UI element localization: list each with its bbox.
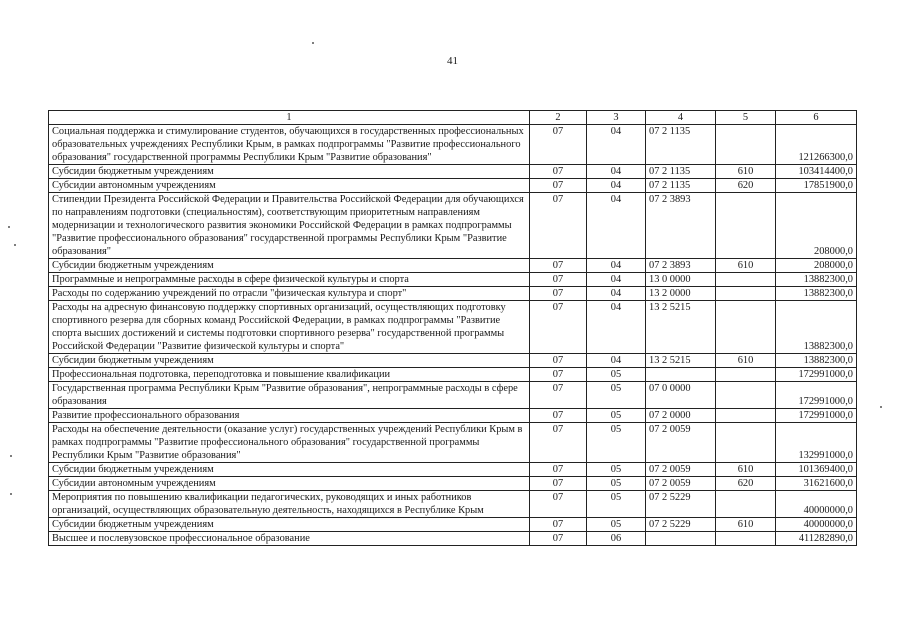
row-expense-type bbox=[716, 368, 776, 382]
row-expense-type: 610 bbox=[716, 165, 776, 179]
row-name: Расходы на обеспечение деятельности (оказание услуг) государственных учреждений Республики Крым в рамках подпрограммы "Развитие профессионального образования" государственной программы Республики Крым "Развитие образования" bbox=[49, 423, 530, 463]
row-name: Субсидии автономным учреждениям bbox=[49, 179, 530, 193]
row-amount: 172991000,0 bbox=[776, 382, 857, 409]
row-expense-type: 620 bbox=[716, 179, 776, 193]
row-name: Государственная программа Республики Крым "Развитие образования", непрограммные расходы в сфере образования bbox=[49, 382, 530, 409]
row-expense-type: 610 bbox=[716, 463, 776, 477]
row-subsection: 05 bbox=[587, 518, 646, 532]
table-row bbox=[49, 193, 857, 259]
row-subsection: 04 bbox=[587, 273, 646, 287]
row-expense-type bbox=[716, 125, 776, 165]
row-amount: 17851900,0 bbox=[776, 179, 857, 193]
row-subsection: 05 bbox=[587, 463, 646, 477]
row-expense-type bbox=[716, 491, 776, 518]
row-name: Субсидии бюджетным учреждениям bbox=[49, 354, 530, 368]
row-subsection: 04 bbox=[587, 259, 646, 273]
row-amount: 31621600,0 bbox=[776, 477, 857, 491]
row-subsection: 04 bbox=[587, 287, 646, 301]
table-row bbox=[49, 273, 857, 287]
row-amount: 13882300,0 bbox=[776, 354, 857, 368]
scan-speck bbox=[880, 406, 882, 408]
row-section: 07 bbox=[530, 382, 587, 409]
budget-table bbox=[48, 110, 857, 546]
row-target-code: 13 0 0000 bbox=[646, 273, 716, 287]
row-target-code: 07 2 1135 bbox=[646, 125, 716, 165]
row-expense-type: 610 bbox=[716, 354, 776, 368]
column-header: 6 bbox=[776, 111, 857, 125]
row-name: Субсидии бюджетным учреждениям bbox=[49, 518, 530, 532]
table-row bbox=[49, 532, 857, 546]
row-section: 07 bbox=[530, 491, 587, 518]
row-subsection: 04 bbox=[587, 301, 646, 354]
row-target-code: 07 2 1135 bbox=[646, 179, 716, 193]
row-section: 07 bbox=[530, 463, 587, 477]
table-row bbox=[49, 287, 857, 301]
table-row bbox=[49, 409, 857, 423]
row-expense-type: 610 bbox=[716, 259, 776, 273]
row-subsection: 04 bbox=[587, 125, 646, 165]
table-row bbox=[49, 179, 857, 193]
column-header: 1 bbox=[49, 111, 530, 125]
row-amount: 40000000,0 bbox=[776, 491, 857, 518]
table-row bbox=[49, 165, 857, 179]
row-section: 07 bbox=[530, 179, 587, 193]
row-amount: 40000000,0 bbox=[776, 518, 857, 532]
scan-speck bbox=[8, 226, 10, 228]
row-target-code: 13 2 5215 bbox=[646, 354, 716, 368]
row-subsection: 04 bbox=[587, 165, 646, 179]
row-section: 07 bbox=[530, 518, 587, 532]
row-amount: 132991000,0 bbox=[776, 423, 857, 463]
row-subsection: 04 bbox=[587, 179, 646, 193]
column-header: 4 bbox=[646, 111, 716, 125]
row-amount: 103414400,0 bbox=[776, 165, 857, 179]
row-target-code: 07 2 0000 bbox=[646, 409, 716, 423]
row-section: 07 bbox=[530, 423, 587, 463]
row-name: Расходы по содержанию учреждений по отрасли "физическая культура и спорт" bbox=[49, 287, 530, 301]
row-expense-type bbox=[716, 532, 776, 546]
table-row bbox=[49, 368, 857, 382]
row-section: 07 bbox=[530, 301, 587, 354]
row-expense-type bbox=[716, 423, 776, 463]
row-expense-type bbox=[716, 193, 776, 259]
row-section: 07 bbox=[530, 125, 587, 165]
row-name: Субсидии бюджетным учреждениям bbox=[49, 165, 530, 179]
row-amount: 101369400,0 bbox=[776, 463, 857, 477]
row-amount: 172991000,0 bbox=[776, 409, 857, 423]
row-section: 07 bbox=[530, 477, 587, 491]
row-name: Профессиональная подготовка, переподготовка и повышение квалификации bbox=[49, 368, 530, 382]
row-name: Субсидии бюджетным учреждениям bbox=[49, 463, 530, 477]
row-amount: 13882300,0 bbox=[776, 273, 857, 287]
row-name: Расходы на адресную финансовую поддержку спортивных организаций, осуществляющих подготовку спортивного резерва для сборных команд Российской Федерации, в рамках подпрограммы "Развитие спорта высших достижений и системы подготовки спортивного резерва" государственной программы Российской Федерации "Развитие физической культуры и спорта" bbox=[49, 301, 530, 354]
row-target-code: 07 2 0059 bbox=[646, 423, 716, 463]
table-row bbox=[49, 259, 857, 273]
row-name: Развитие профессионального образования bbox=[49, 409, 530, 423]
table-row bbox=[49, 491, 857, 518]
row-subsection: 05 bbox=[587, 477, 646, 491]
row-name: Социальная поддержка и стимулирование студентов, обучающихся в государственных профессиональных образовательных учреждениях Республики Крым, в рамках подпрограммы "Развитие профессионального образования" государственной программы Республики Крым "Развитие образования" bbox=[49, 125, 530, 165]
row-amount: 208000,0 bbox=[776, 193, 857, 259]
row-subsection: 05 bbox=[587, 382, 646, 409]
row-section: 07 bbox=[530, 193, 587, 259]
row-section: 07 bbox=[530, 287, 587, 301]
page-number: 41 bbox=[447, 55, 458, 67]
table-row bbox=[49, 382, 857, 409]
row-target-code: 07 2 0059 bbox=[646, 477, 716, 491]
row-target-code: 07 0 0000 bbox=[646, 382, 716, 409]
row-target-code: 13 2 5215 bbox=[646, 301, 716, 354]
row-expense-type bbox=[716, 301, 776, 354]
row-name: Мероприятия по повышению квалификации педагогических, руководящих и иных работников организаций, осуществляющих образовательную деятельность, находящихся в Республике Крым bbox=[49, 491, 530, 518]
row-subsection: 05 bbox=[587, 409, 646, 423]
row-section: 07 bbox=[530, 354, 587, 368]
row-expense-type bbox=[716, 382, 776, 409]
column-header: 5 bbox=[716, 111, 776, 125]
row-section: 07 bbox=[530, 259, 587, 273]
row-subsection: 05 bbox=[587, 368, 646, 382]
row-target-code: 07 2 3893 bbox=[646, 193, 716, 259]
row-name: Стипендии Президента Российской Федерации и Правительства Российской Федерации для обучающихся по направлениям подготовки (специальностям), соответствующим приоритетным направлениям модернизации и технологического развития экономики Российской Федерации в рамках подпрограммы "Развитие профессионального образования" государственной программы Республики Крым "Развитие образования" bbox=[49, 193, 530, 259]
row-amount: 13882300,0 bbox=[776, 287, 857, 301]
row-name: Субсидии бюджетным учреждениям bbox=[49, 259, 530, 273]
table-row bbox=[49, 518, 857, 532]
table-row bbox=[49, 477, 857, 491]
column-header: 2 bbox=[530, 111, 587, 125]
column-header: 3 bbox=[587, 111, 646, 125]
row-section: 07 bbox=[530, 409, 587, 423]
row-subsection: 04 bbox=[587, 354, 646, 368]
row-target-code bbox=[646, 368, 716, 382]
row-expense-type bbox=[716, 273, 776, 287]
row-subsection: 05 bbox=[587, 491, 646, 518]
table-row bbox=[49, 301, 857, 354]
row-target-code: 13 2 0000 bbox=[646, 287, 716, 301]
row-amount: 13882300,0 bbox=[776, 301, 857, 354]
row-name: Субсидии автономным учреждениям bbox=[49, 477, 530, 491]
row-name: Высшее и послевузовское профессиональное образование bbox=[49, 532, 530, 546]
row-expense-type: 610 bbox=[716, 518, 776, 532]
row-amount: 121266300,0 bbox=[776, 125, 857, 165]
scan-speck bbox=[10, 493, 12, 495]
row-subsection: 06 bbox=[587, 532, 646, 546]
row-target-code bbox=[646, 532, 716, 546]
table-row bbox=[49, 354, 857, 368]
scan-speck bbox=[14, 244, 16, 246]
table-row bbox=[49, 423, 857, 463]
row-section: 07 bbox=[530, 368, 587, 382]
scan-speck bbox=[312, 42, 314, 44]
table-row bbox=[49, 463, 857, 477]
row-expense-type bbox=[716, 287, 776, 301]
row-subsection: 04 bbox=[587, 193, 646, 259]
row-target-code: 07 2 5229 bbox=[646, 491, 716, 518]
row-expense-type: 620 bbox=[716, 477, 776, 491]
row-section: 07 bbox=[530, 532, 587, 546]
row-amount: 411282890,0 bbox=[776, 532, 857, 546]
row-target-code: 07 2 3893 bbox=[646, 259, 716, 273]
row-subsection: 05 bbox=[587, 423, 646, 463]
table-header-row bbox=[49, 111, 857, 125]
scan-speck bbox=[10, 455, 12, 457]
row-section: 07 bbox=[530, 165, 587, 179]
row-amount: 208000,0 bbox=[776, 259, 857, 273]
table-row bbox=[49, 125, 857, 165]
row-target-code: 07 2 0059 bbox=[646, 463, 716, 477]
row-target-code: 07 2 5229 bbox=[646, 518, 716, 532]
row-section: 07 bbox=[530, 273, 587, 287]
row-name: Программные и непрограммные расходы в сфере физической культуры и спорта bbox=[49, 273, 530, 287]
row-expense-type bbox=[716, 409, 776, 423]
row-amount: 172991000,0 bbox=[776, 368, 857, 382]
row-target-code: 07 2 1135 bbox=[646, 165, 716, 179]
